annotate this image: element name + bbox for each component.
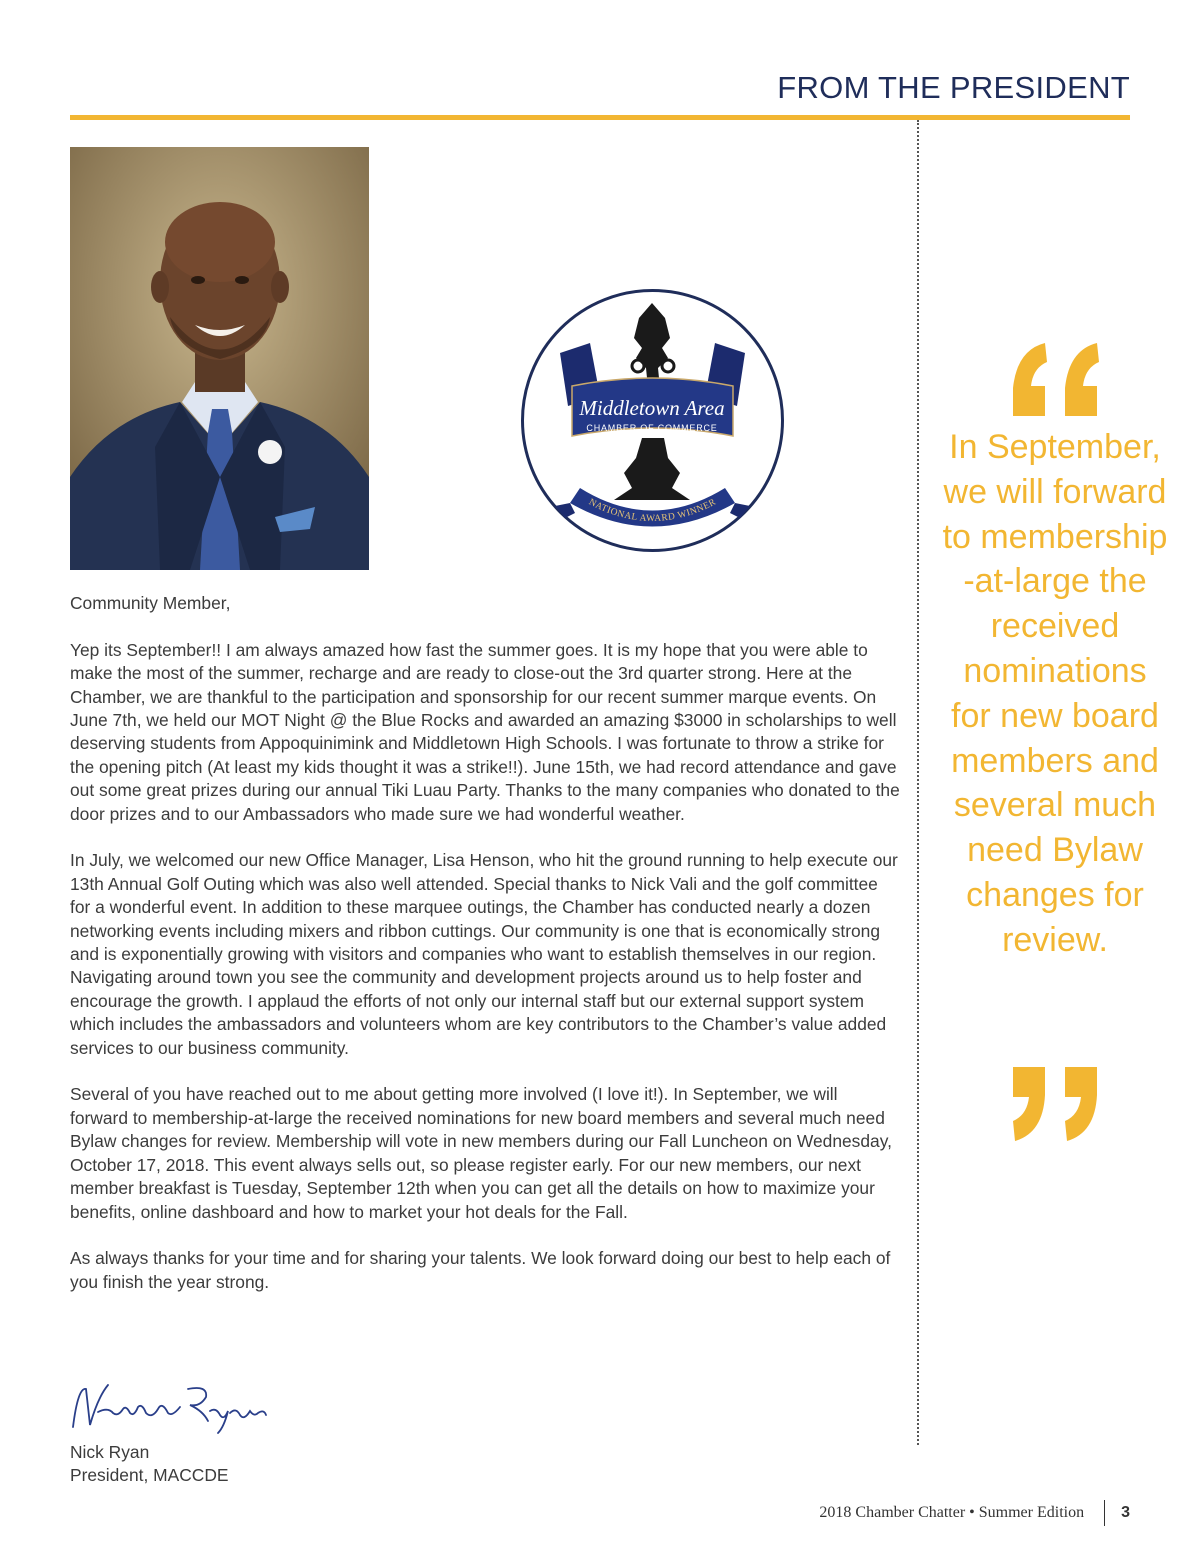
- chamber-logo: [520, 288, 785, 553]
- logo-award-text: NATIONAL AWARD WINNER: [586, 497, 719, 525]
- letter-paragraph-1: Yep its September!! I am always amazed how fast the summer goes. It is my hope that you were able to make the most of the summer, recharge and are ready to close-out the 3rd quarter strong. Here at the Chamber, we are thankful to the participation and sponsorship for our recent summer marque events. On June 7th, we held our MOT Night @ the Blue Rocks and awarded an amazing $3000 in scholarships to well deserving students from Appoquinimink and Middletown High Schools. I was fortunate to throw a strike for the opening pitch (At least my kids thought it was a strike!!). June 15th, we had record attendance and gave out some great prizes during our annual Tiki Luau Party. Thanks to the many companies who donated to the door prizes and to our Ambassadors who made sure we had wonderful weather.: [70, 639, 900, 824]
- president-photo: [70, 147, 369, 570]
- pull-quote: In September, we will forward to membership -at-large the received nominations for new board members and several much need Bylaw changes for review.: [942, 428, 1168, 959]
- signer-name: Nick Ryan: [70, 1442, 150, 1462]
- header-rule: [70, 115, 1130, 120]
- letter-body: [70, 592, 900, 1318]
- open-quote-icon: [1005, 338, 1105, 418]
- letter-paragraph-4: As always thanks for your time and for sharing your talents. We look forward doing our best to help each of you finish the year strong.: [70, 1248, 891, 1292]
- letter-paragraph-2: In July, we welcomed our new Office Manager, Lisa Henson, who hit the ground running to help execute our 13th Annual Golf Outing which was also well attended. Special thanks to Nick Vali and the golf committee for a wonderful event. In addition to these marquee outings, the Chamber has conducted nearly a dozen networking events including mixers and ribbon cuttings. Our community is one that is economically strong and is exponentially growing with visitors and companies who want to establish themselves in our region. Navigating around town you see the community and development projects around us to help foster and encourage the growth. I applaud the efforts of not only our internal staff but our external support system which includes the ambassadors and volunteers whom are key contributors to the Chamber’s value added services to our business community.: [70, 850, 898, 1058]
- page-number: 3: [1121, 1504, 1130, 1521]
- letter-paragraph-3: Several of you have reached out to me about getting more involved (I love it!). In September, we will forward to membership-at-large the received nominations for new board members and several much need Bylaw changes for review. Membership will vote in new members during our Fall Luncheon on Wednesday, October 17, 2018. This event always sells out, so please register early. For our new members, our next member breakfast is Tuesday, September 12th when you can get all the details on how to maximize your benefits, online dashboard and how to market your hot deals for the Fall.: [70, 1084, 892, 1222]
- signer-title: President, MACCDE: [70, 1465, 229, 1486]
- signature: [68, 1377, 268, 1437]
- section-title: FROM THE PRESIDENT: [777, 70, 1130, 105]
- logo-name: Middletown Area: [579, 396, 725, 420]
- signoff: [70, 1441, 229, 1488]
- letter-salutation: Community Member,: [70, 593, 231, 613]
- close-quote-icon: [1005, 1065, 1105, 1145]
- page-footer: [819, 1500, 1130, 1526]
- footer-separator: [1104, 1500, 1105, 1526]
- column-divider: [917, 120, 919, 1445]
- logo-subtitle: CHAMBER OF COMMERCE: [586, 423, 718, 433]
- publication-name: 2018 Chamber Chatter • Summer Edition: [819, 1504, 1085, 1521]
